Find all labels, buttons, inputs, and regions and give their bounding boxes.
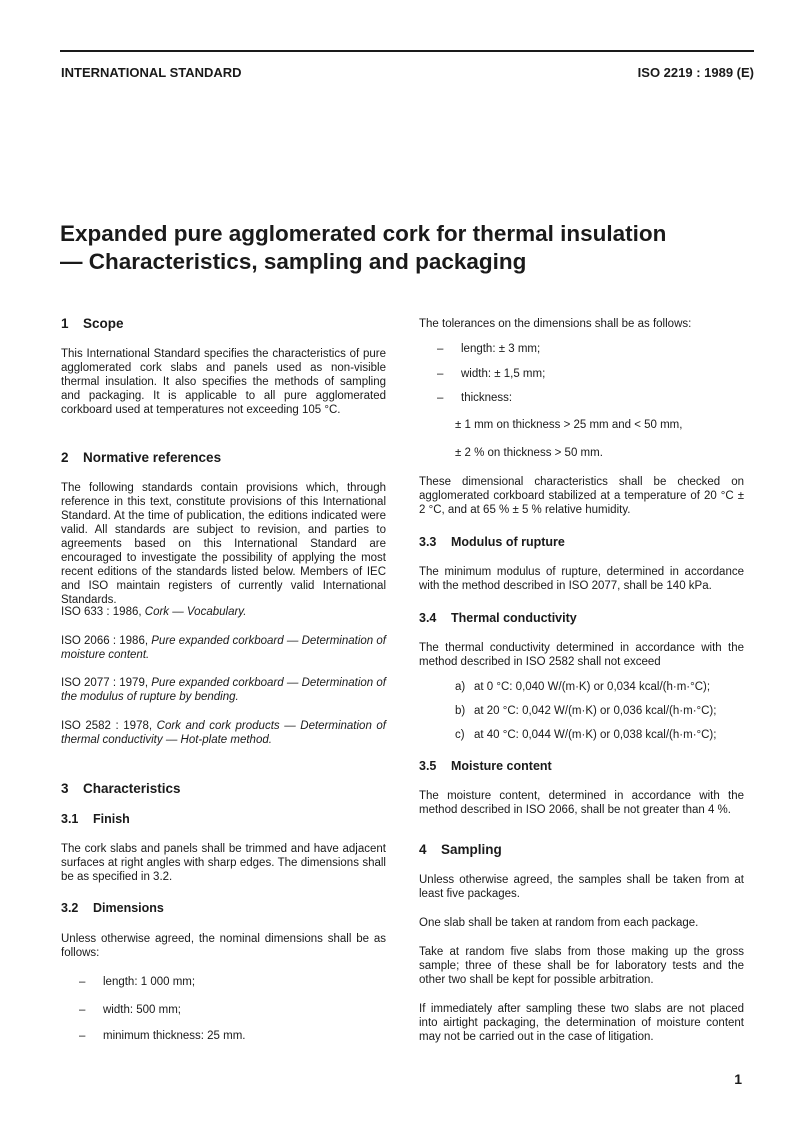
conductivity-item-c: c) at 40 °C: 0,044 W/(m·K) or 0,038 kcal/(h·m·°C);: [455, 729, 717, 741]
sampling-paragraph-4: If immediately after sampling these two slabs are not placed into airtight packaging, the determination of moisture content may not be carried out in the case of litigation.: [419, 1003, 744, 1043]
section-1-body: This International Standard specifies the characteristics of pure agglomerated cork slabs and panels used as non-visible thermal insulation. It also specifies the methods of sampling and packaging. It is applicable to all pure agglomerated corkboard used at temperatures not exceeding 105 °C.: [61, 348, 386, 416]
header-rule: [60, 50, 754, 52]
title-line-1: Expanded pure agglomerated cork for thermal insulation: [60, 221, 667, 246]
tolerance-item-length: – length: ± 3 mm;: [437, 343, 541, 355]
dimension-check-text: These dimensional characteristics shall be checked on agglomerated corkboard stabilized at a temperature of 20 °C ± 2 °C, and at 65 % ± 5 % relative humidity.: [419, 476, 744, 516]
section-3-5-body: The moisture content, determined in accordance with the method described in ISO 2066, shall be not greater than 4 %.: [419, 790, 744, 816]
document-title: [60, 220, 760, 276]
section-3-1-body: The cork slabs and panels shall be trimmed and have adjacent surfaces at right angles with sharp edges. The dimensions shall be as specified in 3.2.: [61, 843, 386, 883]
sampling-paragraph-2: One slab shall be taken at random from each package.: [419, 917, 699, 929]
section-4-heading: 4 Sampling: [419, 842, 502, 857]
document-type: INTERNATIONAL STANDARD: [61, 65, 242, 80]
section-3-5-heading: 3.5 Moisture content: [419, 759, 552, 773]
section-3-2-heading: 3.2 Dimensions: [61, 901, 164, 915]
dimension-item-width: – width: 500 mm;: [79, 1004, 181, 1016]
section-3-4-heading: 3.4 Thermal conductivity: [419, 611, 577, 625]
section-3-1-heading: 3.1 Finish: [61, 812, 130, 826]
section-2-heading: 2 Normative references: [61, 450, 222, 465]
reference-iso-2582: ISO 2582 : 1978, Cork and cork products — Determination of thermal conductivity — Hot-plate method.: [61, 720, 387, 746]
conductivity-item-b: b) at 20 °C: 0,042 W/(m·K) or 0,036 kcal/(h·m·°C);: [455, 705, 717, 717]
section-2-body: The following standards contain provisions which, through reference in this text, constitute provisions of this International Standard. At the time of publication, the editions indicated were valid. All standards are subject to revision, and parties to agreements based on this International Standard are encouraged to investigate the possibility of applying the most recent editions of the standards listed below. Members of IEC and ISO maintain registers of currently valid International Standards.: [61, 482, 386, 606]
sampling-paragraph-3: Take at random five slabs from those making up the gross sample; three of these shall be for laboratory tests and the other two shall be kept for possible arbitration.: [419, 946, 744, 986]
dimension-item-thickness: – minimum thickness: 25 mm.: [79, 1030, 246, 1042]
sampling-paragraph-1: Unless otherwise agreed, the samples shall be taken from at least five packages.: [419, 874, 744, 900]
thickness-tolerance-2: ± 2 % on thickness > 50 mm.: [455, 447, 603, 459]
tolerance-item-width: – width: ± 1,5 mm;: [437, 368, 546, 380]
section-3-heading: 3 Characteristics: [61, 781, 181, 796]
conductivity-item-a: a) at 0 °C: 0,040 W/(m·K) or 0,034 kcal/(h·m·°C);: [455, 681, 711, 693]
reference-iso-2066: ISO 2066 : 1986, Pure expanded corkboard — Determination of moisture content.: [61, 635, 387, 661]
title-line-2: — Characteristics, sampling and packaging: [60, 249, 527, 274]
section-3-2-body: Unless otherwise agreed, the nominal dimensions shall be as follows:: [61, 933, 386, 959]
tolerance-item-thickness: – thickness:: [437, 392, 513, 404]
reference-iso-2077: ISO 2077 : 1979, Pure expanded corkboard — Determination of the modulus of rupture by bending.: [61, 677, 387, 703]
thickness-tolerance-1: ± 1 mm on thickness > 25 mm and < 50 mm,: [455, 419, 683, 431]
section-3-4-body: The thermal conductivity determined in accordance with the method described in ISO 2582 shall not exceed: [419, 642, 744, 668]
section-3-3-body: The minimum modulus of rupture, determined in accordance with the method described in ISO 2077, shall be 140 kPa.: [419, 566, 744, 592]
reference-iso-633: ISO 633 : 1986, Cork — Vocabulary.: [61, 606, 247, 618]
tolerances-intro: The tolerances on the dimensions shall be as follows:: [419, 318, 692, 330]
dimension-item-length: – length: 1 000 mm;: [79, 976, 196, 988]
section-1-heading: 1 Scope: [61, 316, 124, 331]
section-3-3-heading: 3.3 Modulus of rupture: [419, 535, 565, 549]
document-number: ISO 2219 : 1989 (E): [637, 65, 754, 80]
page-number: 1: [734, 1071, 742, 1087]
